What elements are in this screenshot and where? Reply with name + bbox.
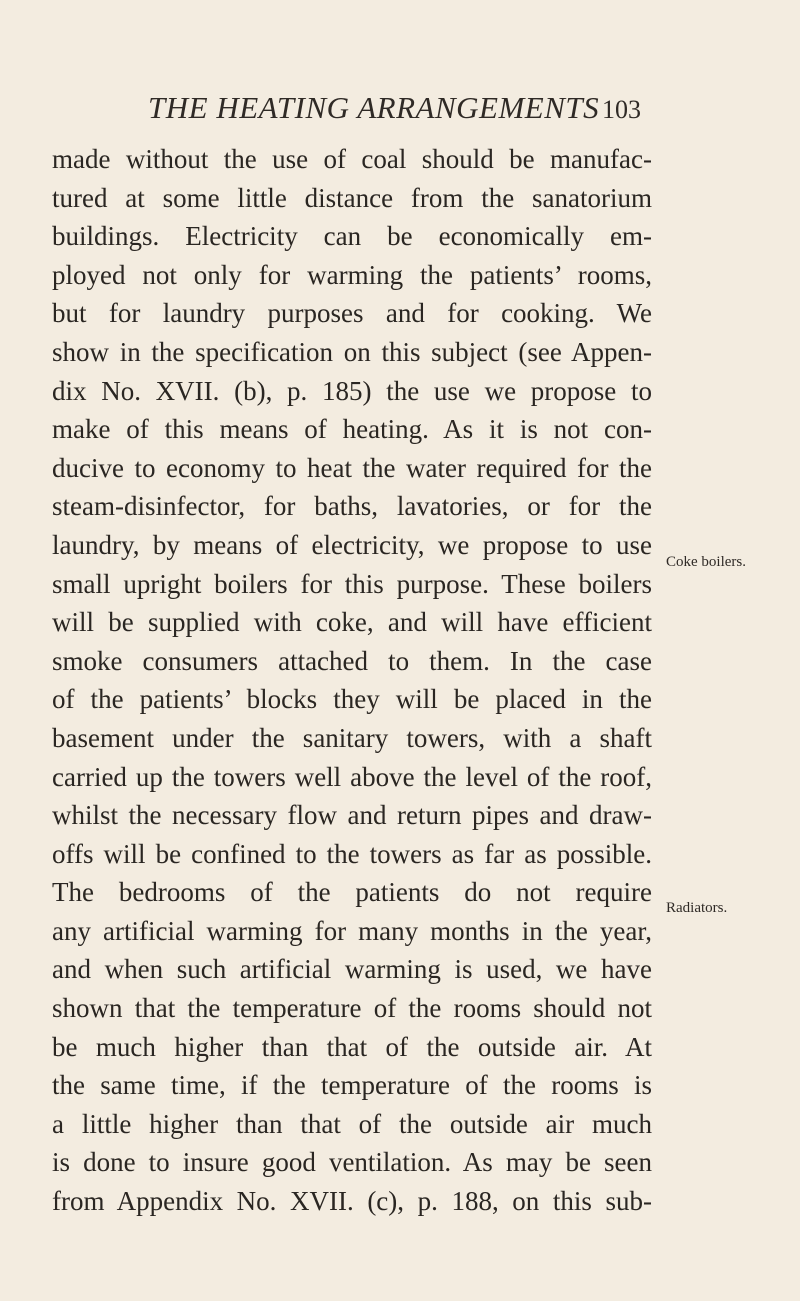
text-line: and when such artificial warming is used, we have <box>52 954 652 985</box>
text-line: of the patients’ blocks they will be placed in the <box>52 684 652 715</box>
text-line: smoke consumers attached to them. In the case <box>52 645 652 676</box>
text-line: dix No. XVII. (b), p. 185) the use we propose to <box>52 375 652 406</box>
text-line: basement under the sanitary towers, with a shaft <box>52 722 652 753</box>
text-line: steam-disinfector, for baths, lavatories, or for the <box>52 491 652 522</box>
text-line: any artificial warming for many months in the year, <box>52 915 652 946</box>
text-line: is done to insure good ventilation. As may be seen <box>52 1147 652 1178</box>
text-line: make of this means of heating. As it is not con- <box>52 414 652 445</box>
text-line: but for laundry purposes and for cooking. We <box>52 298 652 329</box>
text-line: laundry, by means of electricity, we propose to use <box>52 529 652 560</box>
text-line: tured at some little distance from the sanatorium <box>52 182 652 213</box>
text-line: shown that the temperature of the rooms should not <box>52 993 652 1024</box>
text-line: from Appendix No. XVII. (c), p. 188, on this sub- <box>52 1186 652 1217</box>
text-line: will be supplied with coke, and will have efficient <box>52 607 652 638</box>
text-line: small upright boilers for this purpose. These boilers <box>52 568 652 599</box>
page-number: 103 <box>602 95 641 124</box>
text-line: whilst the necessary flow and return pipes and draw- <box>52 800 652 831</box>
text-line: be much higher than that of the outside air. At <box>52 1031 652 1062</box>
text-line: The bedrooms of the patients do not require <box>52 877 652 908</box>
text-line: ployed not only for warming the patients’ rooms, <box>52 259 652 290</box>
body-text <box>52 140 652 1221</box>
sidenote-coke-boilers: Coke boilers. <box>666 554 746 570</box>
sidenote-radiators: Radiators. <box>666 900 728 916</box>
text-line: carried up the towers well above the level of the roof, <box>52 761 652 792</box>
running-head: THE HEATING ARRANGEMENTS <box>148 90 600 125</box>
text-line: offs will be confined to the towers as far as possible. <box>52 838 652 869</box>
text-line: ducive to economy to heat the water required for the <box>52 452 652 483</box>
text-line: buildings. Electricity can be economically em- <box>52 221 652 252</box>
text-line: the same time, if the temperature of the rooms is <box>52 1070 652 1101</box>
text-line: a little higher than that of the outside air much <box>52 1108 652 1139</box>
text-line: made without the use of coal should be manufac- <box>52 144 652 174</box>
text-line: show in the specification on this subject (see Appen- <box>52 336 652 367</box>
